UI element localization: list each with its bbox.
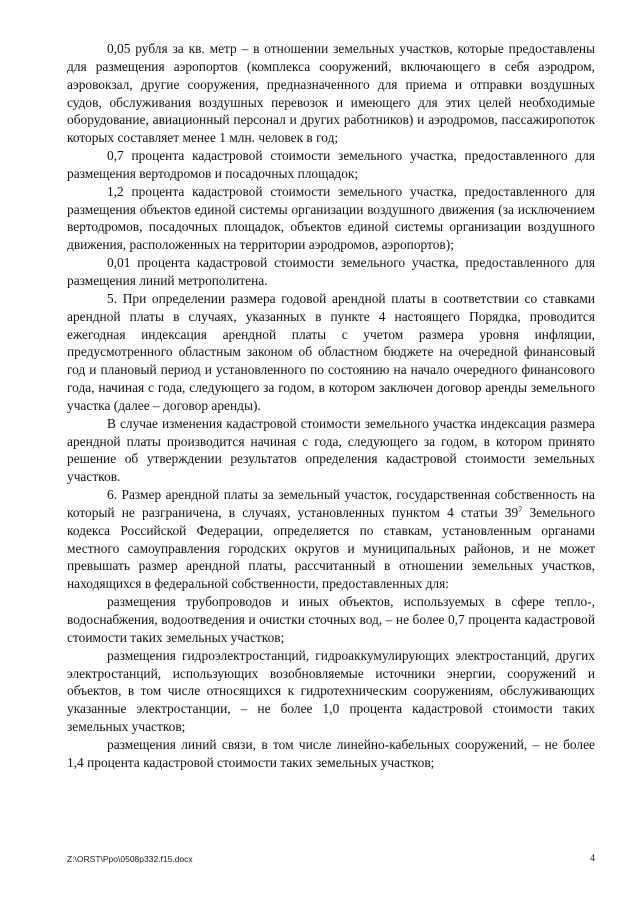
paragraph-heliports-rate: 0,7 процента кадастровой стоимости земельного участка, предоставленного для размещения вертодромов и посадочных площадок; [67,148,595,181]
paragraph-airports-rate: 0,05 рубля за кв. метр – в отношении земельных участков, которые предоставлены для размещения аэропортов (комплекса сооружений, включающего в себя аэродром, аэровокзал, другие сооружения, предназначенного для приема и отправки воздушных судов, обслуживания воздушных перевозок и имеющего для этих целей необходимые оборудование, авиационный персонал и других работников) и аэродромов, пассажиропоток которых составляет менее 1 млн. человек в год; [67,41,595,146]
footer-file-path: Z:\ORST\Ppo\0508p332.f15.docx [67,854,193,864]
paragraph-cadastral-change: В случае изменения кадастровой стоимости земельного участка индексация размера арендной платы производится начиная с года, следующего за годом, в котором принято решение об утверждении результатов определения кадастровой стоимости земельных участков. [67,415,595,485]
page-number: 4 [590,853,595,864]
paragraph-hydro-rate: размещения гидроэлектростанций, гидроаккумулирующих электростанций, других электростанций, использующих возобновляемые источники энергии, сооружений и объектов, в том числе относящихся к гидротехническим сооружениям, обслуживающих указанные электростанции, – не более 1,0 процента кадастровой стоимости таких земельных участков; [67,647,595,735]
paragraph-pipelines-rate: размещения трубопроводов и иных объектов, используемых в сфере тепло-, водоснабжения, водоотведения и очистки сточных вод, – не более 0,7 процента кадастровой стоимости таких земельных участков; [67,594,595,645]
paragraph-air-traffic-rate: 1,2 процента кадастровой стоимости земельного участка, предоставленного для размещения объектов единой системы организации воздушного движения (за исключением вертодромов, посадочных площадок, объектов единой системы организации воздушного движения, расположенных на территории аэродромов, аэропортов); [67,183,595,253]
paragraph-item-6 [67,486,595,593]
paragraph-communication-lines-rate: размещения линий связи, в том числе линейно-кабельных сооружений, – не более 1,4 процента кадастровой стоимости таких земельных участков; [67,736,595,770]
paragraph-metro-rate: 0,01 процента кадастровой стоимости земельного участка, предоставленного для размещения линий метрополитена. [67,255,595,288]
paragraph-item-5: 5. При определении размера годовой арендной платы в соответствии со ставками арендной платы в случаях, указанных в пункте 4 настоящего Порядка, проводится ежегодная индексация арендной платы с учетом размера уровня инфляции, предусмотренного областным законом об областном бюджете на очередной финансовый год и плановый период и установленного по состоянию на начало очередного финансового года, начиная с года, следующего за годом, в котором заключен договор аренды земельного участка (далее – договор аренды). [67,290,595,413]
item-6-text-end: Земельного кодекса Российской Федерации, определяется по ставкам, установленным органами местного самоуправления городских округов и муниципальных районов, и не может превышать размер арендной платы, рассчитанный в отношении земельных участков, находящихся в федеральной собственности, предоставленных для: [67,504,596,592]
item-6-text-start: 6. Размер арендной платы за земельный участок, государственная собственность на который не разграничена, в случаях, установленных пунктом 4 статьи 39 [67,487,595,520]
article-superscript: 7 [518,504,523,514]
document-body [67,40,595,772]
